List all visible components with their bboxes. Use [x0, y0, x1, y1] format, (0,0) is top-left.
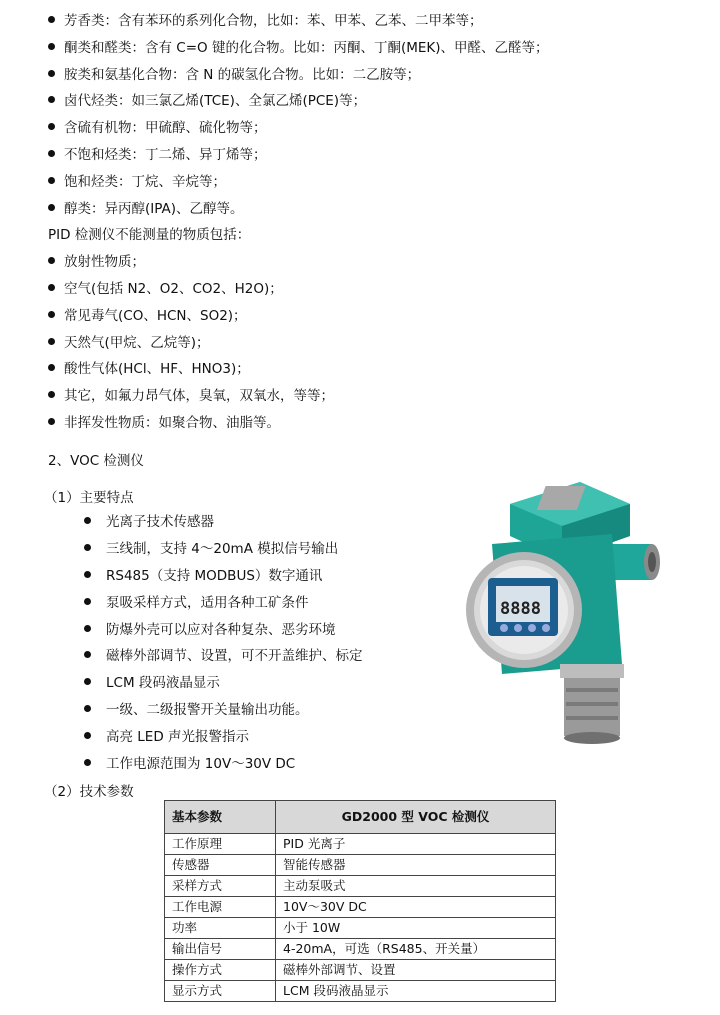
table-header-cell: GD2000 型 VOC 检测仪 — [276, 801, 556, 834]
table-cell: 操作方式 — [165, 960, 276, 981]
bullet-icon — [48, 16, 55, 23]
table-row — [165, 876, 556, 897]
table-row — [165, 897, 556, 918]
bullet-icon — [48, 204, 55, 211]
features-heading: （1）主要特点 — [44, 490, 134, 506]
table-cell: 功率 — [165, 918, 276, 939]
bullet-icon — [84, 678, 91, 685]
table-cell: 输出信号 — [165, 939, 276, 960]
list-item: LCM 段码液晶显示 — [84, 670, 363, 697]
bullet-icon — [48, 70, 55, 77]
spec-table — [164, 800, 556, 1002]
bullet-icon — [48, 43, 55, 50]
bullet-icon — [48, 284, 55, 291]
table-cell: 小于 10W — [276, 918, 556, 939]
bullet-icon — [48, 391, 55, 398]
list-item: RS485（支持 MODBUS）数字通讯 — [84, 563, 363, 590]
table-cell: 工作电源 — [165, 897, 276, 918]
list-item: 天然气(甲烷、乙烷等)； — [48, 330, 549, 357]
list-item: 光离子技术传感器 — [84, 509, 363, 536]
list-item: 含硫有机物：甲硫醇、硫化物等； — [48, 115, 549, 142]
table-row — [165, 834, 556, 855]
table-cell: 4-20mA，可选（RS485、开关量） — [276, 939, 556, 960]
bullet-icon — [48, 96, 55, 103]
specs-heading: （2）技术参数 — [44, 784, 134, 800]
bullet-icon — [48, 177, 55, 184]
features-list — [84, 509, 363, 778]
list-item: 放射性物质； — [48, 249, 549, 276]
list-item: 常见毒气(CO、HCN、SO2)； — [48, 303, 549, 330]
table-cell: 10V～30V DC — [276, 897, 556, 918]
bullet-icon — [48, 311, 55, 318]
measurable-substances-list — [48, 8, 549, 437]
table-cell: 采样方式 — [165, 876, 276, 897]
voc-detector-image — [462, 474, 666, 754]
bullet-icon — [84, 517, 91, 524]
list-item: 其它，如氟力昂气体，臭氧，双氧水，等等； — [48, 383, 549, 410]
list-item: 一级、二级报警开关量输出功能。 — [84, 697, 363, 724]
table-row — [165, 855, 556, 876]
list-item: 空气(包括 N2、O2、CO2、H2O)； — [48, 276, 549, 303]
table-cell: LCM 段码液晶显示 — [276, 981, 556, 1002]
table-cell: 传感器 — [165, 855, 276, 876]
bullet-icon — [48, 364, 55, 371]
bullet-icon — [48, 338, 55, 345]
list-item: 三线制，支持 4～20mA 模拟信号输出 — [84, 536, 363, 563]
table-cell: 主动泵吸式 — [276, 876, 556, 897]
list-item: 芳香类：含有苯环的系列化合物，比如：苯、甲苯、乙苯、二甲苯等； — [48, 8, 549, 35]
table-row — [165, 939, 556, 960]
bullet-icon — [84, 651, 91, 658]
list-item: 饱和烃类：丁烷、辛烷等； — [48, 169, 549, 196]
bullet-icon — [84, 705, 91, 712]
bullet-icon — [84, 544, 91, 551]
bullet-icon — [48, 257, 55, 264]
bullet-icon — [48, 123, 55, 130]
bullet-icon — [48, 418, 55, 425]
bullet-icon — [84, 759, 91, 766]
list-item: 酮类和醛类：含有 C=O 键的化合物。比如：丙酮、丁酮(MEK)、甲醛、乙醛等； — [48, 35, 549, 62]
list-item: 胺类和氨基化合物：含 N 的碳氢化合物。比如：二乙胺等； — [48, 62, 549, 89]
table-row — [165, 981, 556, 1002]
list-item: 高亮 LED 声光报警指示 — [84, 724, 363, 751]
bullet-icon — [48, 150, 55, 157]
list-item: 泵吸采样方式，适用各种工矿条件 — [84, 590, 363, 617]
table-header-cell: 基本参数 — [165, 801, 276, 834]
table-cell: PID 光离子 — [276, 834, 556, 855]
list-item: 酸性气体(HCl、HF、HNO3)； — [48, 356, 549, 383]
table-row — [165, 960, 556, 981]
bullet-icon — [84, 732, 91, 739]
table-cell: 工作原理 — [165, 834, 276, 855]
list-item: 不饱和烃类：丁二烯、异丁烯等； — [48, 142, 549, 169]
table-cell: 智能传感器 — [276, 855, 556, 876]
table-cell: 磁棒外部调节、设置 — [276, 960, 556, 981]
bullet-icon — [84, 571, 91, 578]
device-display-reading: 8888 — [500, 599, 541, 619]
list-item: 非挥发性物质：如聚合物、油脂等。 — [48, 410, 549, 437]
list-item: 防爆外壳可以应对各种复杂、恶劣环境 — [84, 617, 363, 644]
table-header-row — [165, 801, 556, 834]
list-item: 醇类：异丙醇(IPA)、乙醇等。 — [48, 196, 549, 223]
bullet-icon — [84, 625, 91, 632]
table-cell: 显示方式 — [165, 981, 276, 1002]
list-item: 磁棒外部调节、设置，可不开盖维护、标定 — [84, 643, 363, 670]
list-item: 工作电源范围为 10V～30V DC — [84, 751, 363, 778]
section-title: 2、VOC 检测仪 — [48, 453, 144, 469]
bullet-icon — [84, 598, 91, 605]
cannot-measure-heading: PID 检测仪不能测量的物质包括： — [48, 227, 251, 244]
list-item: 卤代烃类：如三氯乙烯(TCE)、全氯乙烯(PCE)等； — [48, 88, 549, 115]
table-row — [165, 918, 556, 939]
